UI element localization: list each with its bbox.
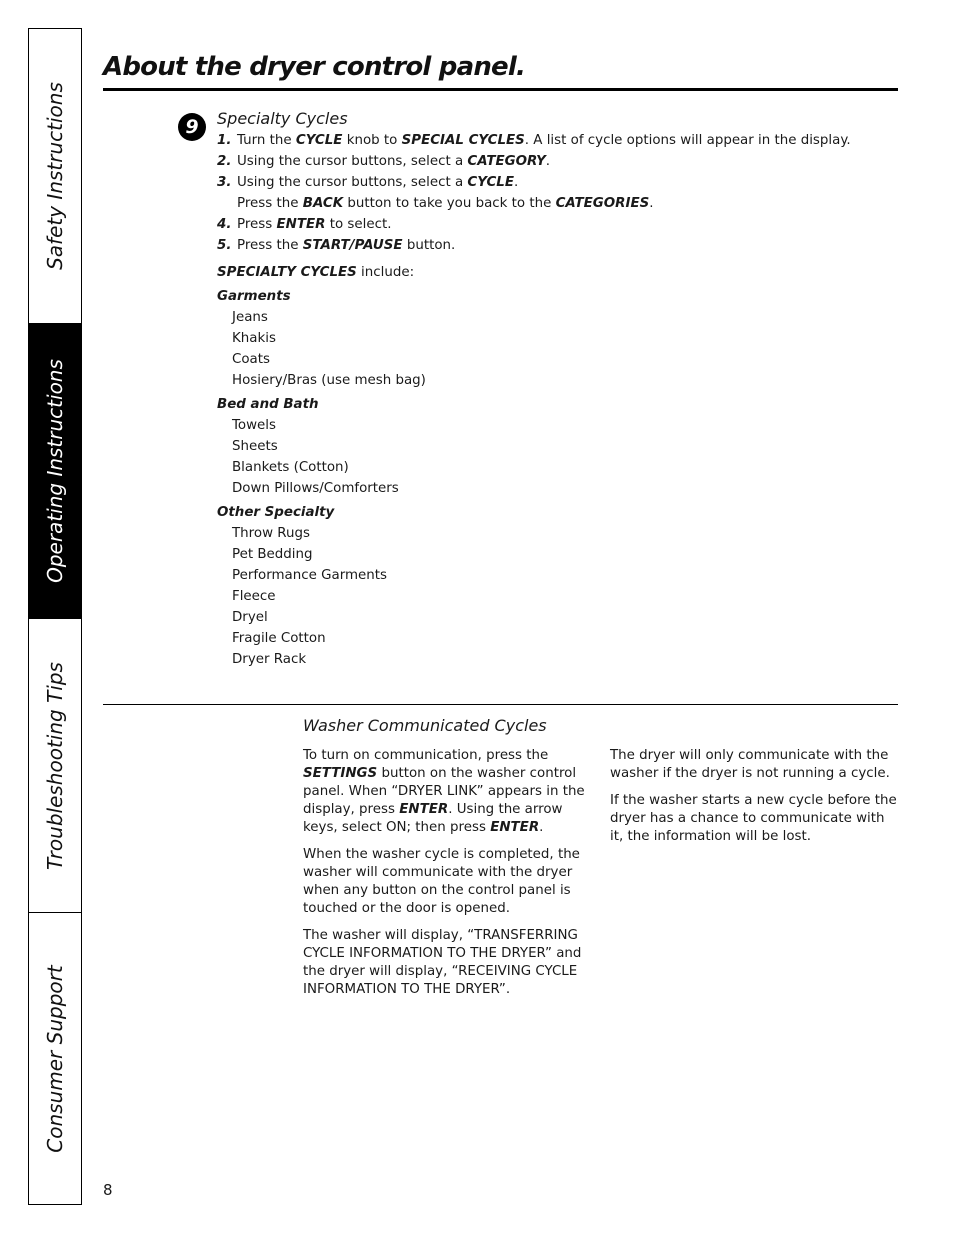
step-keyword: BACK [302, 196, 344, 211]
section-heading: Specialty Cycles [217, 109, 348, 128]
tab-label: Consumer Support [43, 964, 67, 1153]
step-row [217, 235, 897, 256]
step-keyword: CYCLE [295, 133, 343, 148]
paragraph-keyword: SETTINGS [303, 766, 378, 781]
step-text: button to take you back to the [343, 196, 556, 211]
paragraph: When the washer cycle is completed, the washer will communicate with the dryer when any button on the control panel is touched or the door is opened. [303, 847, 580, 916]
page-title: About the dryer control panel. [103, 52, 526, 82]
paragraph-text: button on the washer control panel. When “DRYER LINK” appears in the display, press [303, 766, 585, 817]
list-item: Hosiery/Bras (use mesh bag) [232, 373, 426, 388]
page-number: 8 [103, 1181, 113, 1199]
list-item: Coats [232, 352, 270, 367]
includes-text: include: [356, 265, 415, 280]
list-item: Down Pillows/Comforters [232, 481, 399, 496]
step-number-badge: 9 [178, 113, 206, 141]
step-text: button. [402, 238, 456, 253]
category-heading: Other Specialty [217, 505, 335, 520]
step-number: 5. [217, 238, 232, 253]
list-item: Dryer Rack [232, 652, 307, 667]
category-heading: Garments [217, 289, 291, 304]
step-number: 3. [217, 175, 232, 190]
step-row [217, 130, 897, 151]
step-keyword: CYCLE [467, 175, 514, 190]
step-text: . [649, 196, 654, 211]
step-text: Using the cursor buttons, select a [237, 154, 468, 169]
section-heading: Washer Communicated Cycles [303, 716, 547, 735]
paragraph: If the washer starts a new cycle before the dryer has a chance to communicate with it, the information will be lost. [610, 793, 897, 844]
tab-label: Safety Instructions [43, 82, 67, 270]
step-row [217, 172, 897, 193]
paragraph: The dryer will only communicate with the washer if the dryer is not running a cycle. [610, 748, 890, 781]
tab-consumer-support[interactable] [29, 913, 81, 1204]
step-number: 1. [217, 133, 232, 148]
step-text: Press [237, 217, 277, 232]
specialty-cycles-section [217, 108, 897, 670]
step-row [217, 151, 897, 172]
section-divider [103, 704, 898, 705]
list-item: Sheets [232, 439, 278, 454]
washer-column-right [610, 747, 900, 855]
step-text: Turn the [237, 133, 296, 148]
paragraph-keyword: ENTER [490, 820, 540, 835]
list-item: Fleece [232, 589, 276, 604]
list-item: Fragile Cotton [232, 631, 326, 646]
list-item: Towels [232, 418, 276, 433]
list-item: Throw Rugs [232, 526, 310, 541]
step-text: Press the [237, 196, 303, 211]
includes-keyword: SPECIALTY CYCLES [217, 265, 357, 280]
step-text: Using the cursor buttons, select a [237, 175, 468, 190]
paragraph-text: . [539, 820, 544, 835]
list-item: Jeans [232, 310, 268, 325]
step-row [217, 193, 897, 214]
washer-column-left [303, 747, 588, 1008]
side-tabs [28, 28, 82, 1205]
step-text: . A list of cycle options will appear in the display. [524, 133, 851, 148]
includes-line [217, 262, 897, 283]
tab-label: Operating Instructions [43, 359, 67, 583]
tab-label: Troubleshooting Tips [43, 661, 67, 870]
step-row [217, 214, 897, 235]
step-text: Press the [237, 238, 303, 253]
step-text: knob to [342, 133, 402, 148]
step-keyword: SPECIAL CYCLES [401, 133, 525, 148]
step-number: 2. [217, 154, 232, 169]
title-rule [103, 88, 898, 91]
tab-safety-instructions[interactable] [29, 29, 81, 324]
step-text: . [545, 154, 551, 169]
paragraph [303, 747, 588, 837]
tab-operating-instructions[interactable] [29, 324, 81, 619]
list-item: Performance Garments [232, 568, 387, 583]
step-keyword: CATEGORIES [555, 196, 650, 211]
step-keyword: START/PAUSE [302, 238, 403, 253]
list-item: Blankets (Cotton) [232, 460, 349, 475]
paragraph-text: . Using the arrow keys, select ON; then press [303, 802, 563, 835]
step-text: . [513, 175, 519, 190]
step-number: 4. [217, 217, 232, 232]
tab-troubleshooting-tips[interactable] [29, 619, 81, 913]
paragraph: The washer will display, “TRANSFERRING CYCLE INFORMATION TO THE DRYER” and the dryer will display, “RECEIVING CYCLE INFORMATION TO THE DRYER”. [303, 928, 582, 997]
category-heading: Bed and Bath [217, 397, 319, 412]
step-keyword: ENTER [276, 217, 326, 232]
list-item: Khakis [232, 331, 276, 346]
paragraph-text: To turn on communication, press the [303, 748, 549, 763]
list-item: Dryel [232, 610, 268, 625]
paragraph-keyword: ENTER [399, 802, 449, 817]
step-keyword: CATEGORY [467, 154, 546, 169]
list-item: Pet Bedding [232, 547, 313, 562]
step-text: to select. [325, 217, 392, 232]
